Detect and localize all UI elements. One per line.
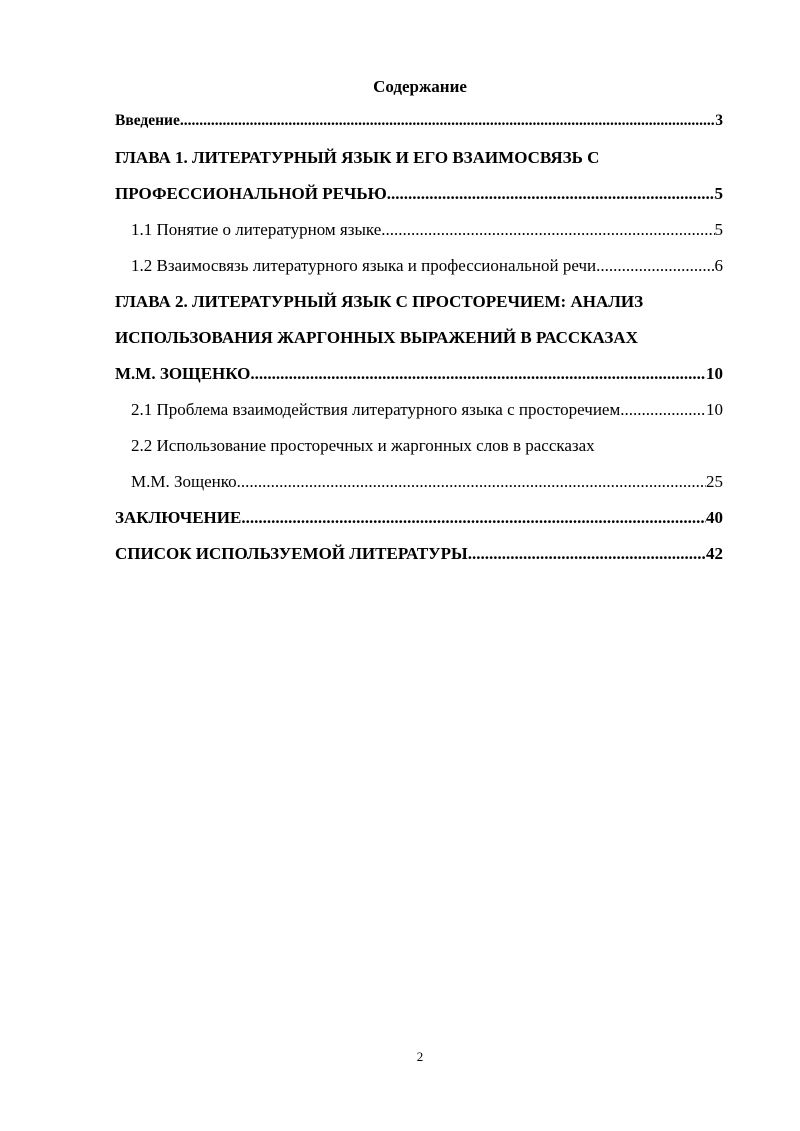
toc-entry-page: 6 bbox=[714, 256, 723, 275]
toc-entry-label: Введение bbox=[115, 112, 180, 129]
dot-leader bbox=[596, 248, 714, 284]
toc-entry-label-line: ГЛАВА 2. ЛИТЕРАТУРНЫЙ ЯЗЫК С ПРОСТОРЕЧИЕМ: АНАЛИЗ bbox=[115, 292, 644, 311]
dot-leader bbox=[237, 464, 706, 500]
toc-entry-label-line: М.М. Зощенко bbox=[131, 472, 237, 491]
toc-entry-page: 10 bbox=[706, 364, 723, 383]
toc-entry-label-line: 2.2 Использование просторечных и жаргонных слов в рассказах bbox=[131, 436, 595, 455]
dot-leader bbox=[468, 536, 706, 572]
toc-entry-label-line: ГЛАВА 1. ЛИТЕРАТУРНЫЙ ЯЗЫК И ЕГО ВЗАИМОСВЯЗЬ С bbox=[115, 148, 600, 167]
toc-entry-label-line: ИСПОЛЬЗОВАНИЯ ЖАРГОННЫХ ВЫРАЖЕНИЙ В РАССКАЗАХ bbox=[115, 328, 638, 347]
page-number: 2 bbox=[416, 1049, 424, 1064]
table-of-contents bbox=[115, 108, 723, 572]
dot-leader bbox=[241, 500, 706, 536]
toc-entry-label: 1.1 Понятие о литературном языке bbox=[131, 220, 382, 239]
toc-entry-label-line: ПРОФЕССИОНАЛЬНОЙ РЕЧЬЮ bbox=[115, 184, 387, 203]
toc-entry-page: 5 bbox=[714, 220, 723, 239]
dot-leader bbox=[250, 356, 706, 392]
dot-leader bbox=[381, 212, 714, 248]
toc-entry-chapter-2[interactable] bbox=[115, 284, 723, 392]
toc-entry-page: 25 bbox=[706, 472, 723, 491]
toc-entry-label: 1.2 Взаимосвязь литературного языка и профессиональной речи bbox=[131, 256, 597, 275]
toc-entry-intro[interactable] bbox=[115, 108, 723, 134]
toc-entry-section-2-1[interactable] bbox=[115, 392, 723, 428]
dot-leader bbox=[180, 108, 715, 134]
toc-entry-page: 42 bbox=[706, 544, 723, 563]
toc-entry-page: 10 bbox=[706, 400, 723, 419]
toc-entry-section-1-1[interactable] bbox=[115, 212, 723, 248]
toc-entry-page: 3 bbox=[715, 112, 723, 129]
dot-leader bbox=[620, 392, 706, 428]
toc-entry-page: 5 bbox=[714, 184, 723, 203]
toc-entry-label: ЗАКЛЮЧЕНИЕ bbox=[115, 508, 242, 527]
toc-entry-chapter-1[interactable] bbox=[115, 140, 723, 212]
toc-entry-section-1-2[interactable] bbox=[115, 248, 723, 284]
toc-entry-section-2-2[interactable] bbox=[115, 428, 723, 500]
toc-entry-label-line: М.М. ЗОЩЕНКО bbox=[115, 364, 251, 383]
toc-entry-label: СПИСОК ИСПОЛЬЗУЕМОЙ ЛИТЕРАТУРЫ bbox=[115, 544, 468, 563]
toc-title: Содержание bbox=[373, 77, 467, 96]
dot-leader bbox=[387, 176, 715, 212]
toc-entry-references[interactable] bbox=[115, 536, 723, 572]
toc-entry-page: 40 bbox=[706, 508, 723, 527]
toc-entry-label: 2.1 Проблема взаимодействия литературного языка с просторечием bbox=[131, 400, 621, 419]
toc-entry-conclusion[interactable] bbox=[115, 500, 723, 536]
